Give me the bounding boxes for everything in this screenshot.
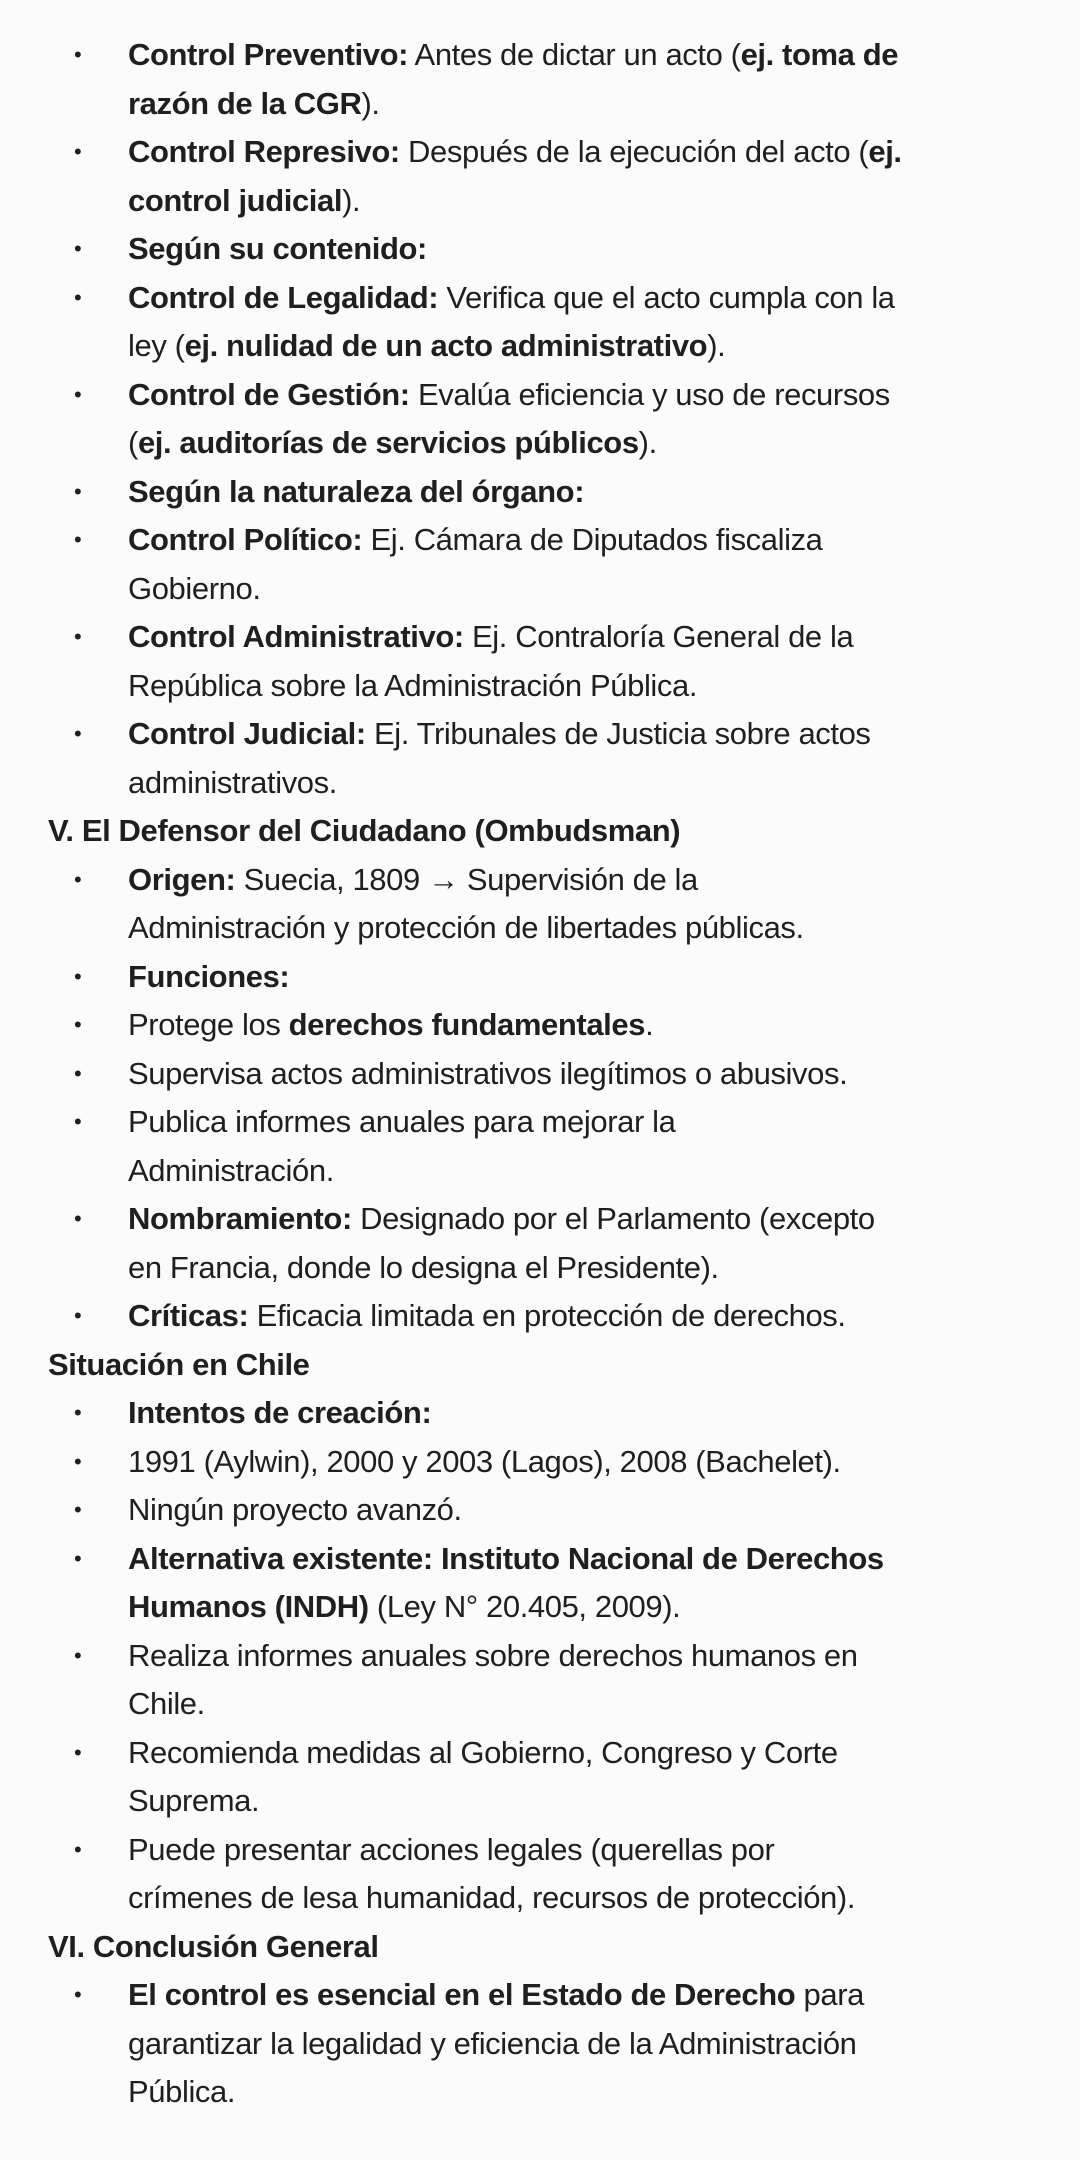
list-item [0,128,1080,177]
bold-text: Control Represivo: [128,134,400,169]
bold-text: ej. [868,134,902,169]
bullet-icon: • [74,1109,82,1134]
text: administrativos. [128,764,337,800]
bullet-icon: • [74,1448,82,1474]
text: Publica informes anuales para mejorar la [128,1104,676,1139]
bold-text: derechos fundamentales [288,1007,646,1042]
list-item-continuation [0,1147,1080,1196]
bold-text: Control Político: [128,522,363,557]
list-item [0,371,1080,420]
bullet-icon: • [74,139,82,164]
list-item [0,1050,1080,1099]
bold-text: Control de Legalidad: [128,279,439,315]
bullet-icon: • [74,1982,82,2007]
text: Ej. Tribunales de Justicia sobre actos [365,716,871,751]
bold-text: Nombramiento: [128,1201,352,1236]
bold-text: Control Judicial: [128,716,366,751]
section-heading [0,1923,1080,1972]
bullet-icon: • [74,1012,82,1037]
list-item [0,1098,1080,1147]
text: 1991 (Aylwin), 2000 y 2003 (Lagos), 2008 (Bachelet). [128,1443,841,1479]
bullet-icon: • [74,866,82,892]
text: República sobre la Administración Pública. [128,667,698,703]
list-item [0,613,1080,662]
text: ). [638,425,657,460]
list-item-continuation [0,662,1080,711]
list-item [0,1535,1080,1584]
bullet-icon: • [74,963,82,989]
bullet-icon: • [74,1739,82,1765]
list-item [0,31,1080,80]
list-item [0,953,1080,1002]
bold-text: V. El Defensor del Ciudadano (Ombudsman) [48,813,681,848]
bold-text: Alternativa existente: Instituto Nacional de Derechos [128,1540,884,1576]
list-item-continuation [0,419,1080,468]
text: Supervisa actos administrativos ilegítimos o abusivos. [128,1055,848,1091]
list-item [0,1001,1080,1050]
list-item [0,516,1080,565]
text: Protege los [128,1007,289,1042]
list-item-continuation [0,904,1080,953]
bold-text: Situación en Chile [48,1346,310,1382]
text: Ej. Cámara de Diputados fiscaliza [362,522,823,557]
bullet-icon: • [74,1303,82,1328]
text: ). [361,85,380,121]
bold-text: Según su contenido: [128,231,427,266]
text: Puede presentar acciones legales (querellas por [128,1831,775,1867]
list-item [0,1971,1080,2020]
list-item-continuation [0,759,1080,808]
text: Antes de dictar un acto ( [408,37,741,72]
text: crímenes de lesa humanidad, recursos de protección). [128,1880,856,1915]
list-item [0,1826,1080,1875]
list-item-continuation [0,1680,1080,1729]
list-item [0,225,1080,274]
text: en Francia, donde lo designa el Presidente). [128,1249,719,1285]
list-item-continuation [0,1244,1080,1293]
bold-text: VI. Conclusión General [48,1928,379,1964]
list-item [0,710,1080,759]
list-item-continuation [0,80,1080,129]
list-item [0,1438,1080,1487]
text: para [795,1977,864,2012]
list-item [0,468,1080,517]
list-item-continuation [0,565,1080,614]
list-item [0,1632,1080,1681]
list-item-continuation [0,177,1080,226]
text: Realiza informes anuales sobre derechos humanos en [128,1637,858,1673]
bold-text: El control es esencial en el Estado de Derecho [128,1977,796,2012]
bullet-icon: • [74,478,82,504]
text: ley ( [128,328,185,363]
bullet-icon: • [74,1400,82,1425]
bullet-icon: • [74,1642,82,1668]
text: ( [128,425,138,460]
text: Designado por el Parlamento (excepto [351,1201,875,1236]
list-item [0,1195,1080,1244]
text: Ningún proyecto avanzó. [128,1492,462,1527]
list-item-continuation [0,1777,1080,1826]
bold-text: Funciones: [128,958,290,994]
section-heading [0,807,1080,856]
bold-text: Humanos (INDH) [128,1589,369,1624]
bullet-icon: • [74,624,82,649]
bullet-icon: • [74,1545,82,1571]
list-item [0,1486,1080,1535]
text: Eficacia limitada en protección de derechos. [248,1298,846,1333]
bold-text: Críticas: [128,1298,249,1333]
text: ). [707,328,726,363]
bullet-icon: • [74,527,82,552]
bullet-icon: • [74,284,82,310]
list-item-continuation [0,2068,1080,2117]
list-item [0,1292,1080,1341]
bold-text: razón de la CGR [128,85,362,121]
bold-text: ej. toma de [740,37,899,72]
text: Después de la ejecución del acto ( [399,134,869,169]
text: Evalúa eficiencia y uso de recursos [409,376,890,412]
text: Gobierno. [128,570,261,606]
bullet-icon: • [74,381,82,407]
text: Ej. Contraloría General de la [463,619,854,654]
bold-text: Intentos de creación: [128,1395,432,1430]
text: Recomienda medidas al Gobierno, Congreso y Corte [128,1734,838,1770]
text: Suecia, 1809 → Supervisión de la [235,861,698,897]
text: Suprema. [128,1783,260,1818]
bold-text: Origen: [128,861,236,897]
bullet-icon: • [74,1206,82,1231]
text: Pública. [128,2074,236,2109]
bullet-icon: • [74,1060,82,1086]
bold-text: Control Administrativo: [128,619,464,654]
text: Administración. [128,1152,334,1188]
list-item [0,856,1080,905]
text: ). [342,182,361,218]
bullet-icon: • [74,1497,82,1522]
bold-text: Según la naturaleza del órgano: [128,473,585,509]
section-heading [0,1341,1080,1390]
text: Chile. [128,1686,205,1721]
text: Verifica que el acto cumpla con la [438,279,895,315]
bold-text: ej. nulidad de un acto administrativo [184,328,708,363]
list-item-continuation [0,2020,1080,2069]
bold-text: control judicial [128,182,343,218]
text: garantizar la legalidad y eficiencia de la Administración [128,2025,857,2061]
list-item-continuation [0,1874,1080,1923]
text: (Ley N° 20.405, 2009). [368,1589,681,1624]
text: Administración y protección de libertades públicas. [128,910,804,945]
bullet-icon: • [74,1836,82,1862]
list-item [0,1729,1080,1778]
bullet-icon: • [74,236,82,261]
bullet-icon: • [74,42,82,67]
bullet-icon: • [74,721,82,746]
text: . [645,1007,654,1042]
bold-text: ej. auditorías de servicios públicos [137,425,639,460]
list-item-continuation [0,322,1080,371]
list-item-continuation [0,1583,1080,1632]
list-item [0,274,1080,323]
bold-text: Control de Gestión: [128,376,410,412]
bold-text: Control Preventivo: [128,37,409,72]
list-item [0,1389,1080,1438]
